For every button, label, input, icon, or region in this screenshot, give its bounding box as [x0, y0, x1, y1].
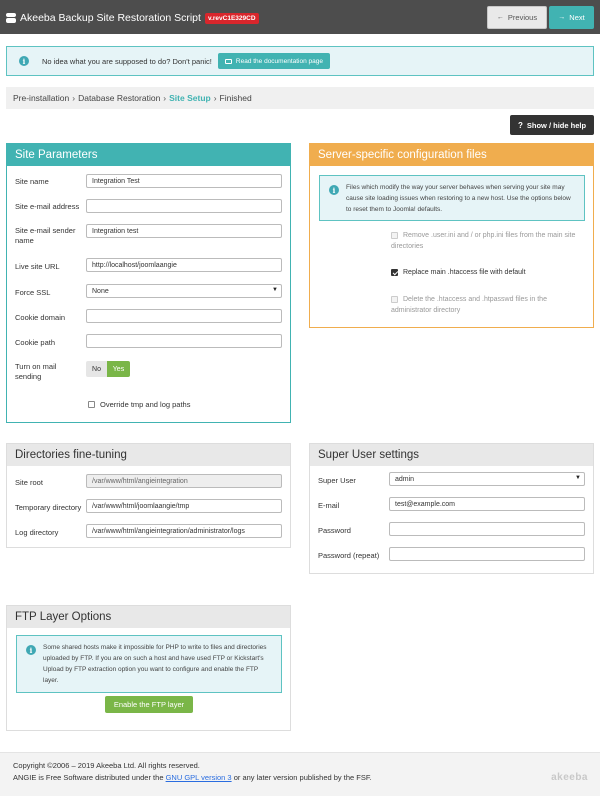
directories-title: Directories fine-tuning	[7, 444, 290, 466]
override-paths-label: Override tmp and log paths	[100, 400, 191, 409]
site-parameters-panel	[6, 143, 291, 423]
server-config-title: Server-specific configuration files	[310, 144, 593, 166]
mail-sending-row	[15, 361, 282, 385]
info-icon: i	[329, 185, 339, 195]
caret-down-icon: ▼	[272, 287, 278, 293]
chevron-right-icon: ›	[163, 93, 167, 103]
footer-license	[13, 773, 372, 782]
live-url-row	[15, 258, 282, 272]
breadcrumb-item: Pre-installation	[13, 93, 70, 103]
app-title: Akeeba Backup Site Restoration Script	[20, 12, 201, 24]
email-row	[318, 497, 585, 511]
read-docs-button[interactable]	[218, 53, 330, 69]
replace-htaccess-option	[391, 267, 585, 278]
footer	[0, 752, 600, 796]
email-label: E-mail	[318, 501, 340, 510]
chevron-right-icon: ›	[72, 93, 76, 103]
super-user-label: Super User	[318, 476, 356, 485]
site-name-label: Site name	[15, 177, 49, 186]
override-paths-checkbox[interactable]	[88, 401, 95, 408]
gpl-link[interactable]: GNU GPL version 3	[165, 773, 232, 782]
top-bar	[0, 0, 600, 34]
help-alert-message: No idea what you are supposed to do? Don't panic!	[42, 56, 212, 66]
breadcrumb-item-active: Site Setup	[169, 93, 211, 103]
ftp-panel	[6, 605, 291, 731]
akeeba-footer-logo: akeeba	[551, 772, 588, 783]
log-dir-row	[15, 524, 282, 538]
delete-htaccess-label: Delete the .htaccess and .htpasswd files in the administrator directory	[391, 296, 547, 314]
tmp-dir-input[interactable]: /var/www/html/joomlaangie/tmp	[86, 499, 282, 513]
breadcrumb	[6, 87, 594, 109]
book-icon	[225, 59, 232, 64]
enable-ftp-button[interactable]: Enable the FTP layer	[105, 696, 193, 713]
cookie-domain-label: Cookie domain	[15, 313, 66, 322]
footer-license-pre: ANGIE is Free Software distributed under the	[13, 773, 164, 782]
password-input[interactable]	[389, 522, 585, 536]
arrow-left-icon: ←	[496, 14, 504, 21]
help-alert	[6, 46, 594, 76]
site-root-row	[15, 474, 282, 488]
log-dir-input[interactable]: /var/www/html/angieintegration/administrator/logs	[86, 524, 282, 538]
password-repeat-input[interactable]	[389, 547, 585, 561]
mail-sending-toggle[interactable]	[86, 361, 130, 377]
show-hide-help-label: Show / hide help	[526, 120, 587, 130]
previous-label: Previous	[507, 13, 538, 22]
mail-sending-yes[interactable]: Yes	[107, 361, 130, 377]
previous-button[interactable]	[487, 6, 547, 29]
footer-license-post: or any later version published by the FSF.	[233, 773, 372, 782]
ftp-title: FTP Layer Options	[7, 606, 290, 628]
server-config-panel	[309, 143, 594, 328]
email-input[interactable]: test@example.com	[389, 497, 585, 511]
caret-down-icon: ▼	[575, 475, 581, 481]
next-label: Next	[569, 13, 585, 22]
live-url-label: Live site URL	[15, 262, 60, 271]
replace-htaccess-label: Replace main .htaccess file with default	[403, 269, 526, 276]
breadcrumb-item: Database Restoration	[78, 93, 161, 103]
site-email-row	[15, 199, 282, 213]
cookie-path-label: Cookie path	[15, 338, 56, 347]
site-name-row	[15, 174, 282, 188]
info-icon: i	[19, 56, 29, 66]
site-root-label: Site root	[15, 478, 43, 487]
super-user-title: Super User settings	[310, 444, 593, 466]
replace-htaccess-checkbox[interactable]	[391, 269, 398, 276]
cookie-path-input[interactable]	[86, 334, 282, 348]
force-ssl-value: None	[92, 287, 109, 295]
password-label: Password	[318, 526, 351, 535]
ftp-info-text: Some shared hosts make it impossible for PHP to write to files and directories uploaded by FTP. If you are on such a host and have used FTP or Kickstart's Upload by FTP extraction option you want to configure and enable the FTP layer.	[43, 644, 267, 684]
version-badge: v.revC1E329CD	[205, 13, 259, 24]
cookie-path-row	[15, 334, 282, 348]
mail-sending-label: Turn on mail sending	[15, 362, 57, 381]
super-user-row	[318, 472, 585, 486]
site-root-input: /var/www/html/angieintegration	[86, 474, 282, 488]
delete-htaccess-checkbox[interactable]	[391, 296, 398, 303]
tmp-dir-label: Temporary directory	[15, 503, 82, 512]
password-repeat-label: Password (repeat)	[318, 551, 380, 560]
arrow-right-icon: →	[558, 14, 566, 21]
sender-name-label: Site e-mail sender name	[15, 226, 76, 245]
force-ssl-select[interactable]	[86, 284, 282, 298]
cookie-domain-input[interactable]	[86, 309, 282, 323]
brand	[6, 11, 259, 25]
akeeba-logo-icon	[6, 13, 16, 23]
server-config-info	[319, 175, 585, 221]
info-icon: i	[26, 645, 36, 655]
next-button[interactable]	[549, 6, 594, 29]
tmp-dir-row	[15, 499, 282, 513]
site-parameters-title: Site Parameters	[7, 144, 290, 166]
mail-sending-no[interactable]: No	[86, 361, 107, 377]
chevron-right-icon: ›	[213, 93, 217, 103]
super-user-select[interactable]	[389, 472, 585, 486]
remove-userini-label: Remove .user.ini and / or php.ini files from the main site directories	[391, 232, 576, 250]
super-user-value: admin	[395, 475, 415, 483]
force-ssl-row	[15, 284, 282, 298]
password-row	[318, 522, 585, 536]
ftp-info	[16, 635, 282, 693]
show-hide-help-button[interactable]	[510, 115, 594, 135]
super-user-panel	[309, 443, 594, 574]
server-config-info-text: Files which modify the way your server behaves when serving your site may cause site loading issues when restoring to a new host. Use the options below to reset them to Joomla! defaults.	[346, 184, 571, 213]
footer-copyright: Copyright ©2006 – 2019 Akeeba Ltd. All rights reserved.	[13, 761, 200, 770]
delete-htaccess-option	[391, 294, 585, 316]
site-name-input[interactable]: Integration Test	[86, 174, 282, 188]
remove-userini-checkbox[interactable]	[391, 232, 398, 239]
override-paths-row	[88, 400, 282, 412]
read-docs-label: Read the documentation page	[235, 57, 323, 65]
remove-userini-option	[391, 230, 585, 252]
sender-name-input[interactable]: Integration test	[86, 224, 282, 238]
breadcrumb-item: Finished	[219, 93, 252, 103]
site-email-input[interactable]	[86, 199, 282, 213]
cookie-domain-row	[15, 309, 282, 323]
directories-panel	[6, 443, 291, 548]
force-ssl-label: Force SSL	[15, 288, 51, 297]
sender-name-row	[15, 224, 282, 248]
log-dir-label: Log directory	[15, 528, 59, 537]
question-icon: ?	[517, 120, 523, 130]
password-repeat-row	[318, 547, 585, 561]
site-email-label: Site e-mail address	[15, 202, 80, 211]
live-url-input[interactable]: http://localhost/joomlaangie	[86, 258, 282, 272]
